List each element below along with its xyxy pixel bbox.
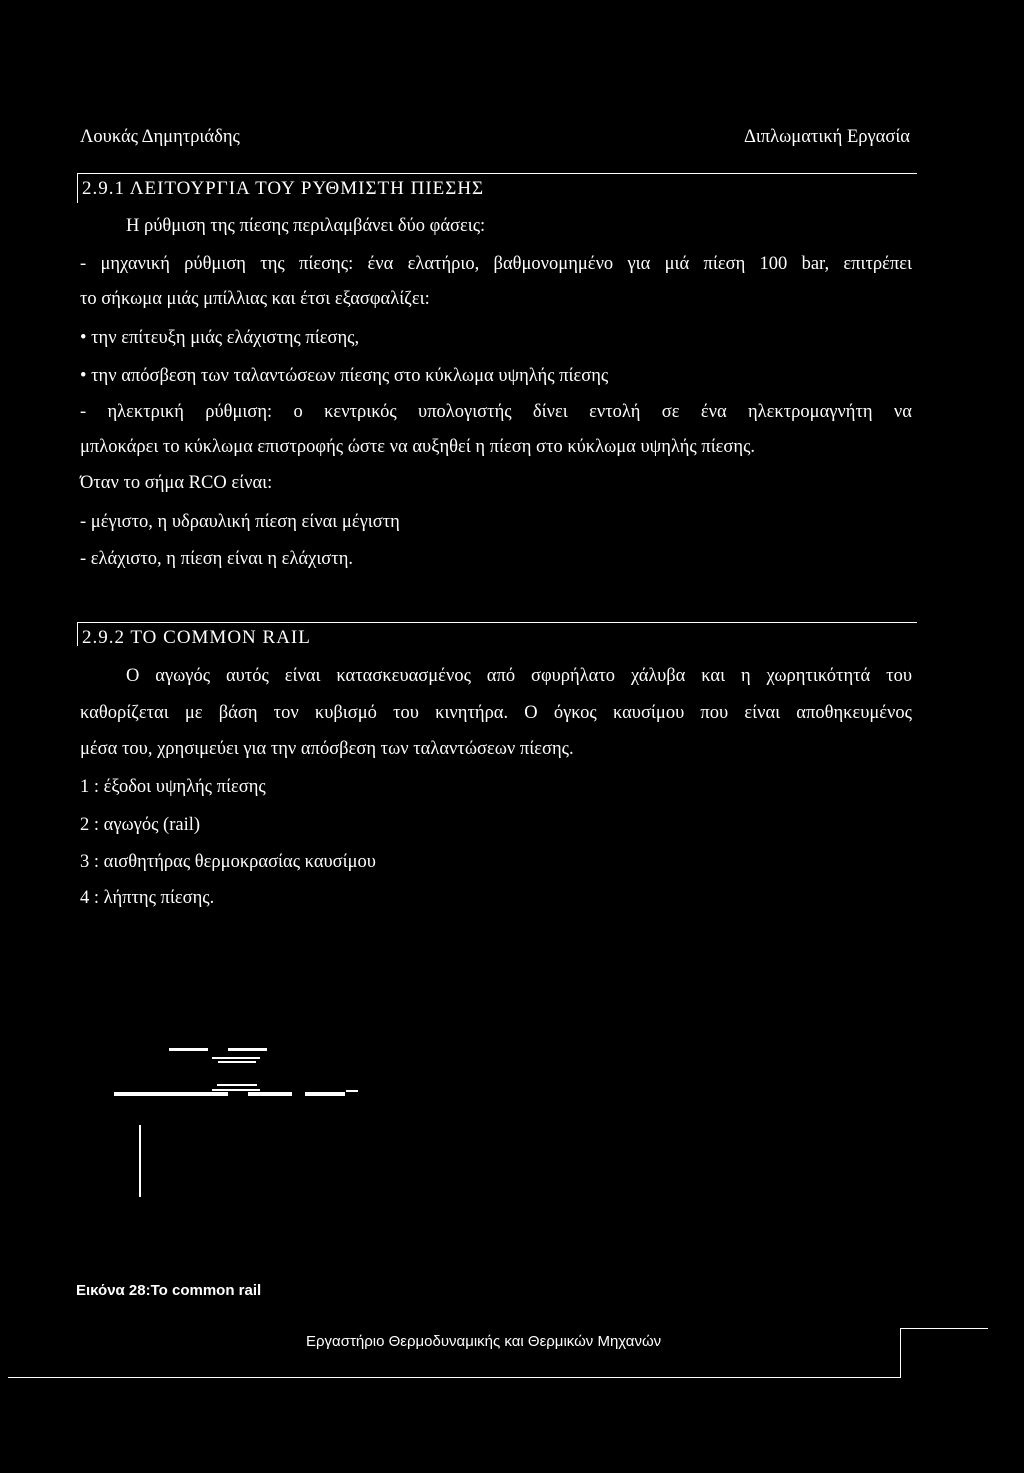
footer-box-left xyxy=(900,1328,901,1378)
paragraph-line: Όταν το σήμα RCO είναι: xyxy=(80,473,273,493)
figure-caption: Εικόνα 28:Το common rail xyxy=(76,1282,262,1299)
paragraph-line: - μηχανική ρύθμιση της πίεσης: ένα ελατήριο, βαθμονομημένο για μιά πίεση 100 bar, επιτρέπει xyxy=(80,254,912,274)
header-rule xyxy=(77,173,917,174)
section-rule xyxy=(77,622,917,623)
legend-item: 2 : αγωγός (rail) xyxy=(80,815,201,835)
paragraph-line: Η ρύθμιση της πίεσης περιλαμβάνει δύο φάσεις: xyxy=(126,216,486,236)
legend-item: 1 : έξοδοι υψηλής πίεσης xyxy=(80,777,266,797)
bullet-item: • την επίτευξη μιάς ελάχιστης πίεσης, xyxy=(80,328,360,348)
section-heading-2-9-1: 2.9.1 ΛΕΙΤΟΥΡΓΙΑ ΤΟΥ ΡΥΘΜΙΣΤΗ ΠΙΕΣΗΣ xyxy=(82,178,485,199)
paragraph-line: μέσα του, χρησιμεύει για την απόσβεση των ταλαντώσεων πίεσης. xyxy=(80,739,574,759)
section-heading-2-9-2: 2.9.2 ΤΟ COMMON RAIL xyxy=(82,627,311,648)
legend-item: 3 : αισθητήρας θερμοκρασίας καυσίμου xyxy=(80,852,376,872)
footer-rule xyxy=(8,1377,900,1378)
footer-lab: Εργαστήριο Θερμοδυναμικής και Θερμικών Μηχανών xyxy=(306,1333,662,1350)
legend-item: 4 : λήπτης πίεσης. xyxy=(80,888,215,908)
footer-box-top xyxy=(900,1328,988,1329)
section-marker xyxy=(77,622,78,646)
section-marker xyxy=(77,173,78,203)
paragraph-line: μπλοκάρει το κύκλωμα επιστροφής ώστε να αυξηθεί η πίεση στο κύκλωμα υψηλής πίεσης. xyxy=(80,437,756,457)
paragraph-line: καθορίζεται με βάση τον κυβισμό του κινητήρα. Ο όγκος καυσίμου που είναι αποθηκευμένος xyxy=(80,703,912,723)
header-author: Λουκάς Δημητριάδης xyxy=(80,127,240,147)
paragraph-line: - ηλεκτρική ρύθμιση: ο κεντρικός υπολογιστής δίνει εντολή σε ένα ηλεκτρομαγνήτη να xyxy=(80,402,912,422)
paragraph-line: - μέγιστο, η υδραυλική πίεση είναι μέγιστη xyxy=(80,512,400,532)
paragraph-line: - ελάχιστο, η πίεση είναι η ελάχιστη. xyxy=(80,549,354,569)
bullet-item: • την απόσβεση των ταλαντώσεων πίεσης στο κύκλωμα υψηλής πίεσης xyxy=(80,366,609,386)
paragraph-line: το σήκωμα μιάς μπίλλιας και έτσι εξασφαλίζει: xyxy=(80,289,430,309)
paragraph-line: Ο αγωγός αυτός είναι κατασκευασμένος από σφυρήλατο χάλυβα και η χωρητικότητά του xyxy=(126,666,912,686)
header-doc-type: Διπλωματική Εργασία xyxy=(743,127,910,147)
